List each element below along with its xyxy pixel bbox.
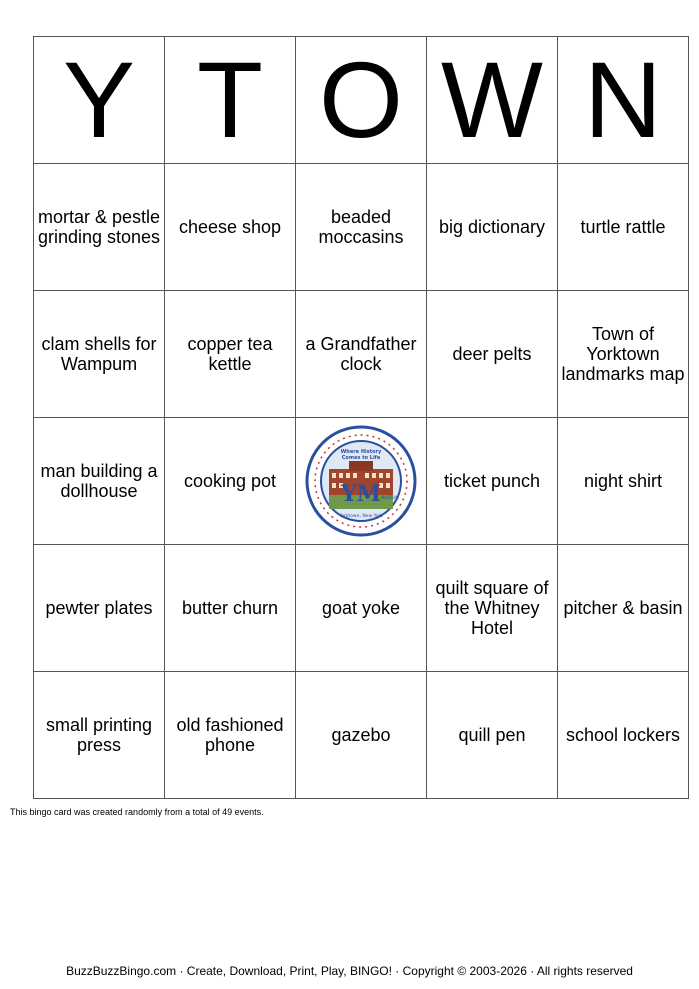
bingo-cell: clam shells for Wampum — [34, 291, 165, 418]
bingo-cell: cheese shop — [165, 164, 296, 291]
bingo-cell: ticket punch — [427, 418, 558, 545]
card-row — [34, 164, 689, 291]
svg-text:Comes to Life: Comes to Life — [341, 455, 381, 461]
header-letter-o: O — [296, 37, 427, 164]
bingo-cell: night shirt — [558, 418, 689, 545]
bingo-cell: big dictionary — [427, 164, 558, 291]
bingo-cell: mortar & pestle grinding stones — [34, 164, 165, 291]
bingo-cell: man building a dollhouse — [34, 418, 165, 545]
card-footnote: This bingo card was created randomly from a total of 49 events. — [10, 807, 264, 817]
bingo-cell: school lockers — [558, 672, 689, 799]
free-space-cell — [296, 418, 427, 545]
card-row — [34, 672, 689, 799]
bingo-cell: turtle rattle — [558, 164, 689, 291]
header-row — [34, 37, 689, 164]
bingo-card — [33, 36, 689, 799]
bingo-cell: quill pen — [427, 672, 558, 799]
bingo-cell: pitcher & basin — [558, 545, 689, 672]
bingo-cell: cooking pot — [165, 418, 296, 545]
bingo-cell: Town of Yorktown landmarks map — [558, 291, 689, 418]
bingo-cell: quilt square of the Whitney Hotel — [427, 545, 558, 672]
card-row — [34, 291, 689, 418]
svg-text:YM: YM — [340, 481, 382, 507]
bingo-cell: butter churn — [165, 545, 296, 672]
header-letter-t: T — [165, 37, 296, 164]
bingo-cell: gazebo — [296, 672, 427, 799]
bingo-cell: deer pelts — [427, 291, 558, 418]
card-row — [34, 418, 689, 545]
museum-seal-logo-icon — [305, 425, 417, 537]
bingo-cell: copper tea kettle — [165, 291, 296, 418]
bingo-cell: a Grandfather clock — [296, 291, 427, 418]
bingo-cell: goat yoke — [296, 545, 427, 672]
copyright-footer: BuzzBuzzBingo.com · Create, Download, Print, Play, BINGO! · Copyright © 2003-2026 · All rights reserved — [66, 964, 633, 978]
bingo-cell: small printing press — [34, 672, 165, 799]
header-letter-n: N — [558, 37, 689, 164]
svg-text:Yorktown, New York: Yorktown, New York — [339, 514, 383, 519]
bingo-cell: pewter plates — [34, 545, 165, 672]
svg-text:Where History: Where History — [340, 449, 382, 455]
bingo-cell: old fashioned phone — [165, 672, 296, 799]
bingo-cell: beaded moccasins — [296, 164, 427, 291]
svg-text:MUSEUM: MUSEUM — [381, 495, 399, 500]
header-letter-w: W — [427, 37, 558, 164]
header-letter-y: Y — [34, 37, 165, 164]
card-row — [34, 545, 689, 672]
